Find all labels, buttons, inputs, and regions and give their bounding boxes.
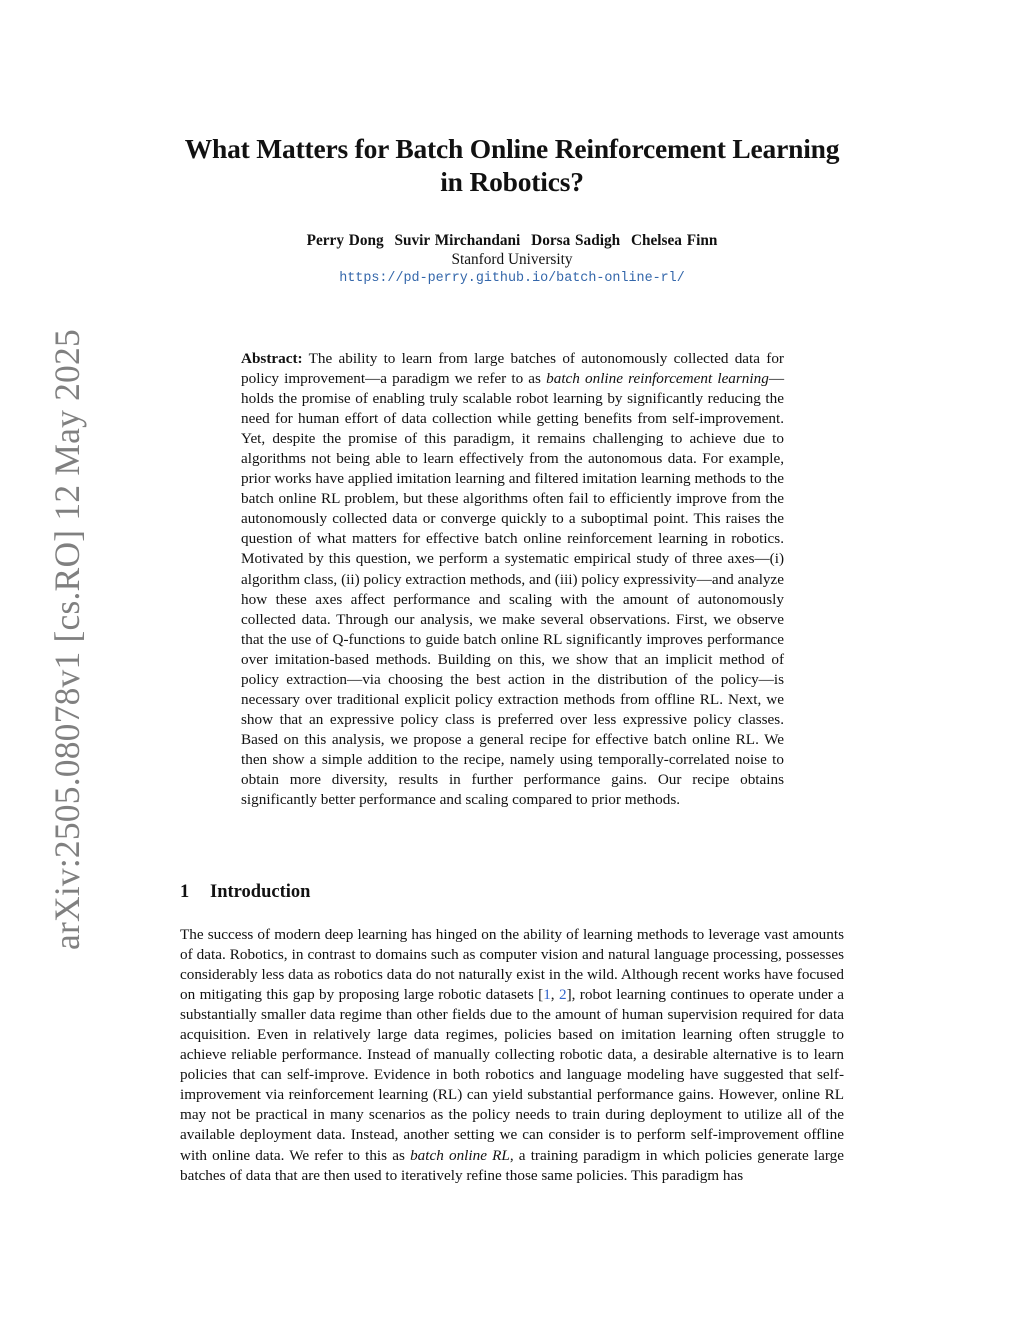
project-url-link[interactable]: https://pd-perry.github.io/batch-online-rl/ xyxy=(339,271,685,286)
author-name: Perry Dong xyxy=(306,232,384,249)
introduction-paragraph xyxy=(180,925,844,1186)
section-number: 1 xyxy=(180,882,190,902)
section-heading-introduction xyxy=(180,880,310,904)
citation-link[interactable]: 2 xyxy=(558,986,567,1004)
intro-text: , a training paradigm in which policies generate large batches of data that are then used to iteratively refine those same policies. This paradigm has xyxy=(180,1146,844,1184)
paper-title: What Matters for Batch Online Reinforcement Learning in Robotics? xyxy=(184,133,840,197)
author-name: Chelsea Finn xyxy=(630,232,718,249)
arxiv-identifier-stamp: arXiv:2505.08078v1 [cs.RO] 12 May 2025 xyxy=(47,329,87,950)
author-list xyxy=(180,231,844,250)
intro-emphasis: batch online RL xyxy=(410,1146,510,1164)
abstract-paragraph xyxy=(241,349,784,810)
citation-separator: , xyxy=(550,986,559,1004)
intro-text: The success of modern deep learning has hinged on the ability of learning methods to leverage vast amounts of data. Robotics, in contrast to domains such as computer vision and natural language processing, possesses considerably less data as robotics data do not naturally exist in the wild. Although recent works have focused on mitigating this gap by proposing large robotic datasets [ xyxy=(180,926,844,1004)
citation-link[interactable]: 1 xyxy=(543,986,551,1004)
abstract-label: Abstract: xyxy=(241,350,303,367)
abstract-text: —holds the promise of enabling truly scalable robot learning by significantly reducing the need for human effort of data collection while getting benefits from self-improvement. Yet, despite the promise of this paradigm, it remains challenging to achieve due to algorithms not being able to learn effectively from the autonomous data. For example, prior works have applied imitation learning and filtered imitation learning methods to the batch online RL problem, but these algorithms often fail to efficiently improve from the autonomously collected data or converge quickly to a suboptimal point. This raises the question of what matters for effective batch online reinforcement learning in robotics. Motivated by this question, we perform a systematic empirical study of three axes—(i) algorithm class, (ii) policy extraction methods, and (iii) policy expressivity—and analyze how these axes affect performance and scaling with the amount of autonomously collected data. Through our analysis, we make several observations. First, we observe that the use of Q-functions to guide batch online RL significantly improves performance over imitation-based methods. Building on this, we show that an implicit method of policy extraction—via choosing the best action in the distribution of the policy—is necessary over traditional explicit policy extraction methods from offline RL. Next, we show that an expressive policy class is preferred over less expressive policy classes. Based on this analysis, we propose a general recipe for effective batch online RL. We then show a simple addition to the recipe, namely using temporally-correlated noise to obtain more diversity, results in further performance gains. Our recipe obtains significantly better performance and scaling compared to prior methods. xyxy=(241,370,785,809)
author-affiliation: Stanford University xyxy=(451,251,573,268)
author-name: Dorsa Sadigh xyxy=(531,232,621,249)
section-title: Introduction xyxy=(210,882,311,902)
abstract-emphasis: batch online reinforcement learning xyxy=(546,370,769,388)
intro-text: ], robot learning continues to operate under a substantially smaller data regime than other fields due to the amount of human supervision required for data acquisition. Even in relatively large data regimes, policies based on imitation learning often struggle to achieve reliable performance. Instead of manually collecting robotic data, a desirable alternative is to learn policies that can self-improve. Evidence in both robotics and language modeling have suggested that self-improvement via reinforcement learning (RL) can yield substantial performance gains. However, online RL may not be practical in many scenarios as the policy needs to train during deployment to utilize all of the available deployment data. Instead, another setting we can consider is to perform self-improvement offline with online data. We refer to this as xyxy=(180,986,844,1164)
author-name: Suvir Mirchandani xyxy=(394,232,521,249)
abstract-text: The ability to learn from large batches of autonomously collected data for policy improvement—a paradigm we refer to as xyxy=(241,350,784,388)
